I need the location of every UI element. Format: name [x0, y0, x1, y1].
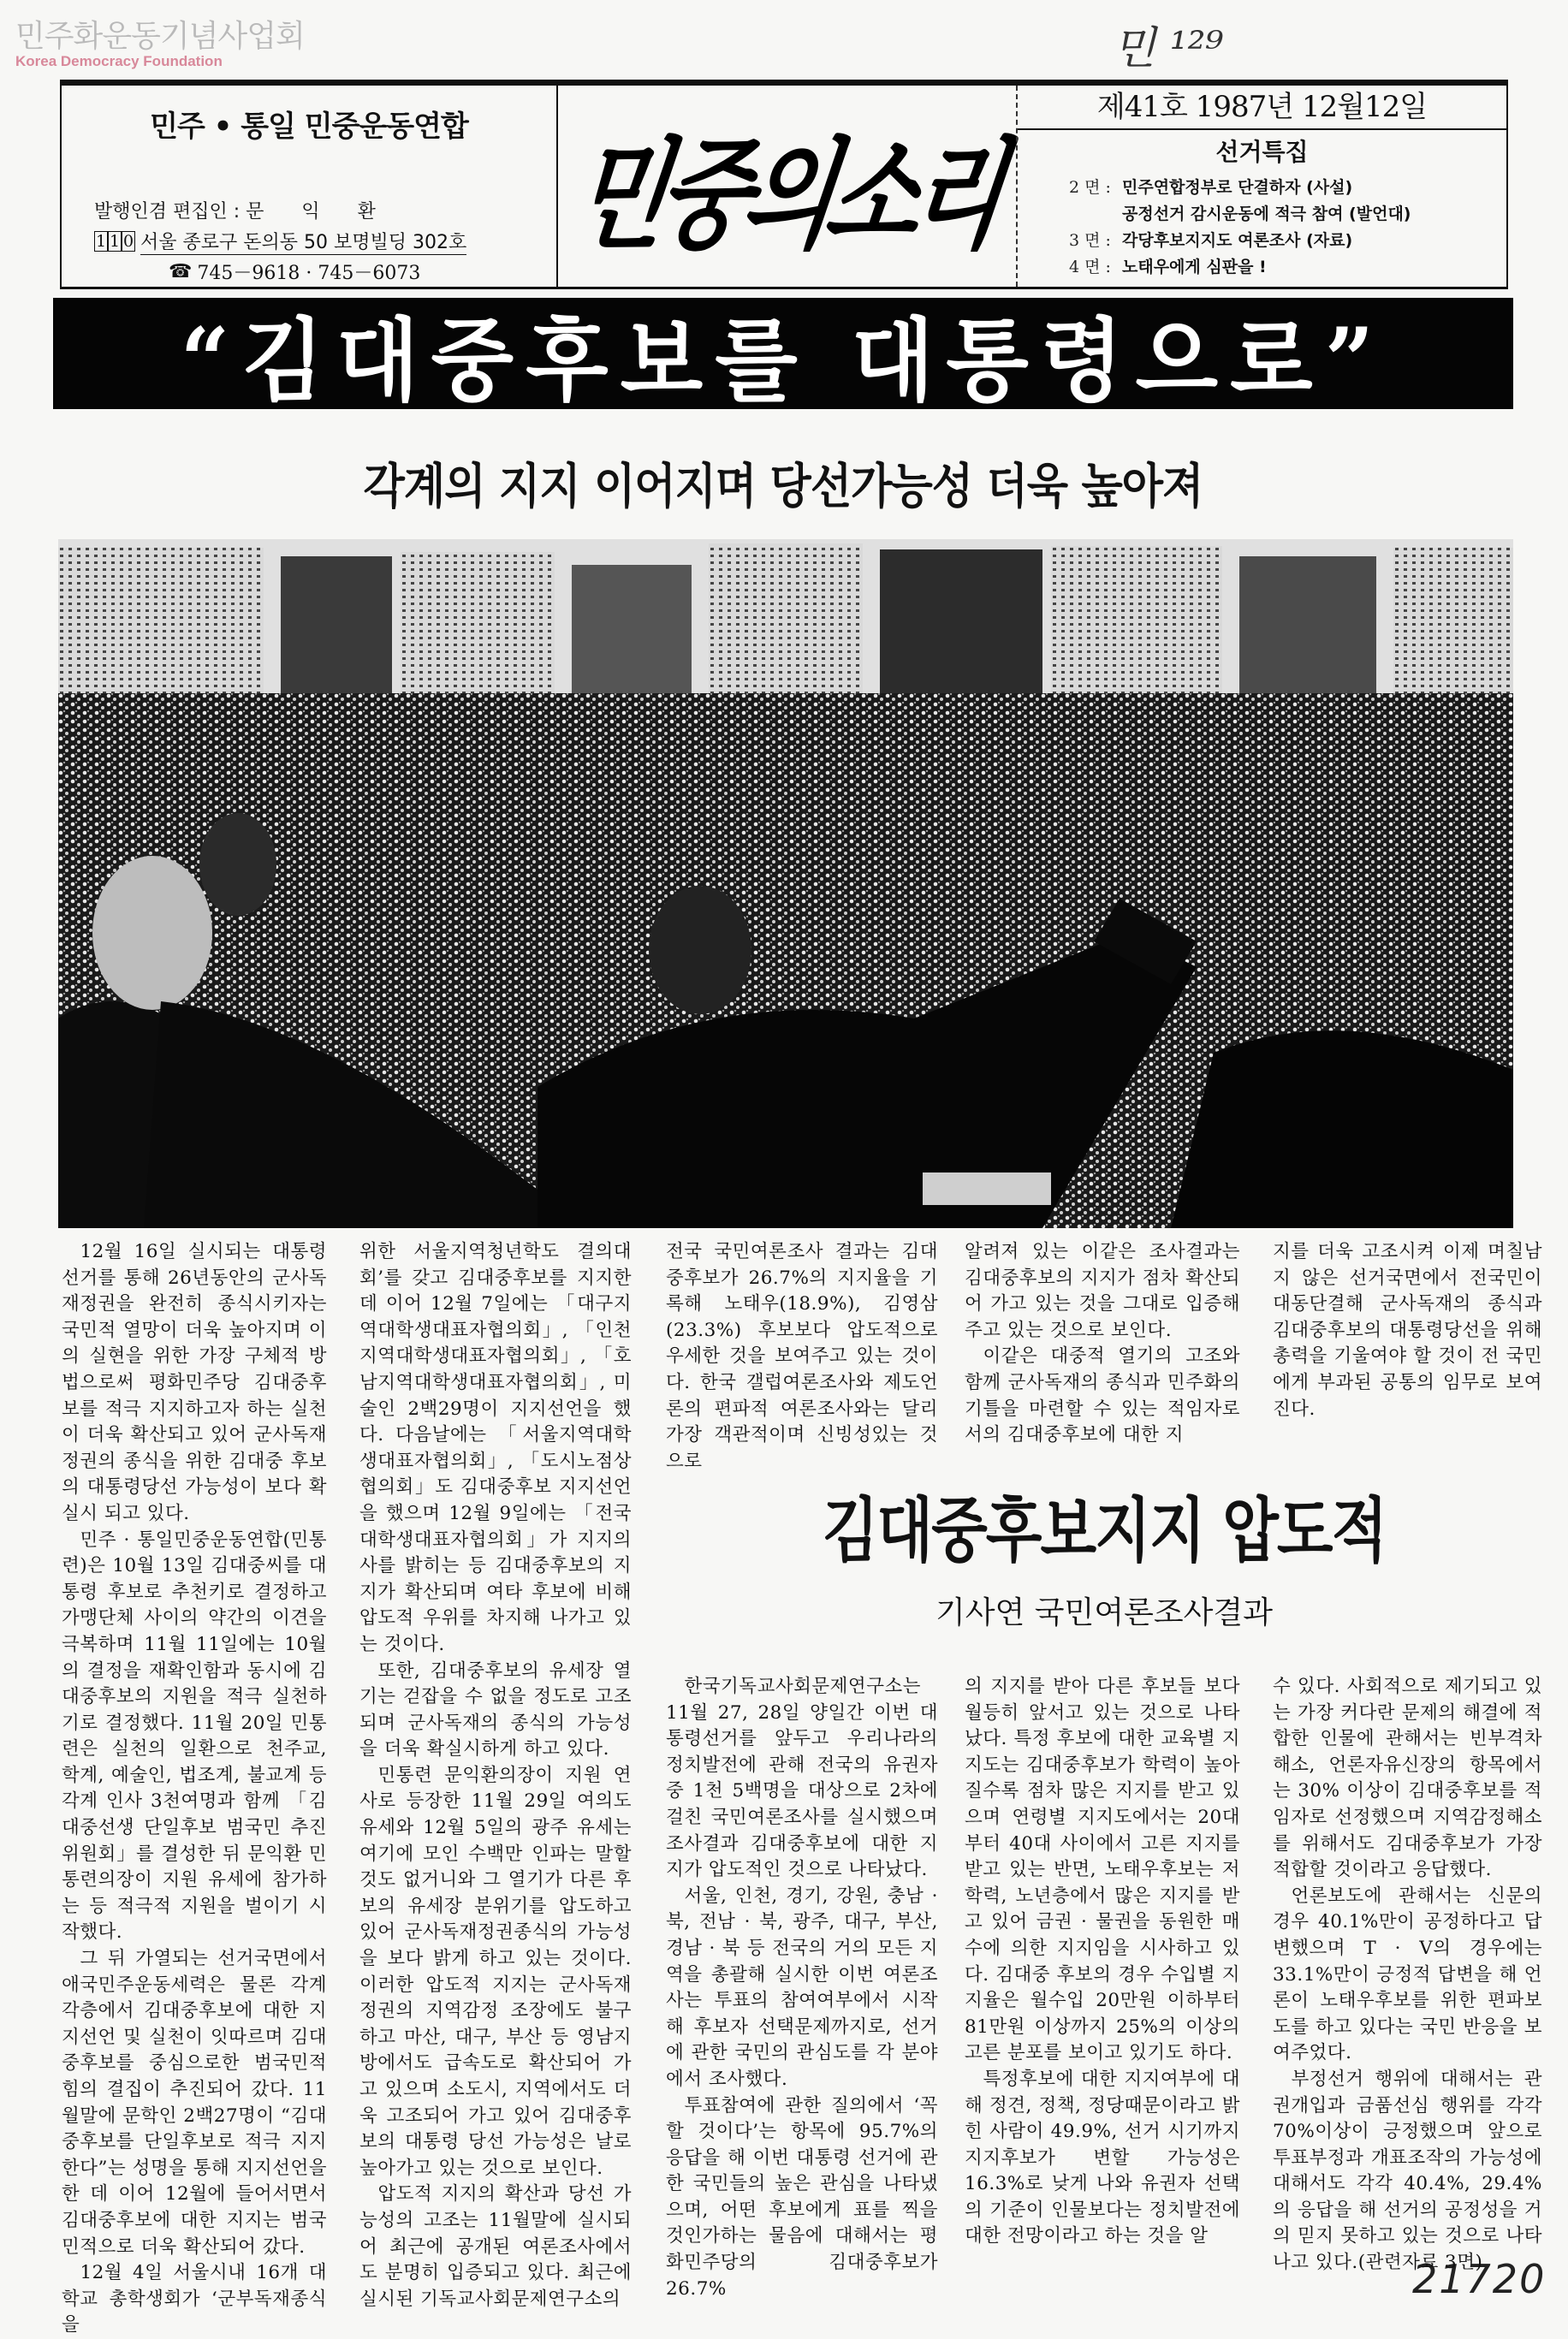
article2-subheadline: 기사연 국민여론조사결과	[935, 1595, 1273, 1630]
article1-column-5: 지를 더욱 고조시켜 이제 며칠남지 않은 선거국면에서 전국민이 대동단결해 군사독재의 종식과 김대중후보의 대통령당선을 위해 총력을 기울여야 할 것이 전 국민에게 부과된 공통의 임무로 보여진다.	[1273, 1241, 1542, 1420]
handwritten-note-top: 민 ¹²⁹	[1113, 23, 1224, 74]
article2-column-1: 한국기독교사회문제연구소는 11월 27, 28일 양일간 이번 대통령선거를 앞두고 우리나라의 정치발전에 관해 전국의 유권자 중 1천 5백명을 대상으로 2차에 걸친 국민여론조사를 실시했으며 조사결과 김대중후보에 대한 지지가 압도적인 것으로 나타났다. 서울, 인천, 경기, 강원, 충남 · 북, 전남 · 북, 광주, 대구, 부산, 경남 · 북 등 전국의 거의 모든 지역을 총괄해 실시한 이번 여론조사는 투표의 참여여부에서 시작해 후보자 선택문제까지로, 선거에 관한 국민의 관심도를 각 분야에서 조사했다. 투표참여에 관한 질의에서 ‘꼭 할 것이다’는 항목에 95.7%의 응답을 해 이번 대통령 선거에 관한 국민들의 높은 관심을 나타냈으며, 어떤 후보에게 표를 찍을 것인가하는 물음에 대해서는 평화민주당의 김대중후보가 26.7%	[666, 1676, 938, 2300]
newspaper-logo	[558, 86, 1016, 287]
toc-row: 2 면 : 민주연합정부로 단결하자 (사설)	[1069, 178, 1353, 197]
postal-code: 1 1 0	[95, 232, 134, 251]
table-of-contents	[1069, 173, 1411, 279]
address-text: 서울 종로구 돈의동 50 보명빌딩 302호	[140, 228, 466, 255]
main-headline: “김대중후보를 대통령으로”	[180, 307, 1387, 414]
article2-headline: 김대중후보지지 압도적	[822, 1491, 1387, 1573]
issue-box	[1016, 86, 1508, 287]
toc-row: 3 면 : 각당후보지지도 여론조사 (자료)	[1069, 231, 1353, 250]
article1-column-3: 전국 국민여론조사 결과는 김대중후보가 26.7%의 지지율을 기록해 노태우(18.9%), 김영삼(23.3%) 후보보다 압도적으로 우세한 것을 보여주고 있는 것이다. 한국 갤럽여론조사와 제도언론의 편파적 여론조사와는 달리 가장 객관적이며 신빙성있는 것으로	[666, 1241, 938, 1472]
toc-row: 공정선거 감시운동에 적극 참여 (발언대)	[1122, 205, 1411, 223]
article1-column-2: 위한 서울지역청년학도 결의대회’를 갖고 김대중후보를 지지한데 이어 12월 7일에는 「대구지역대학생대표자협의회」, 「인천지역대학생대표자협의회」, 「호남지역대학생대표자협의회」, 미술인 2백29명이 지지선언을 했다. 다음날에는 「서울지역대학생대표자협의회」, 「도시노점상협의회」도 김대중후보 지지선언을 했으며 12월 9일에는 「전국대학생대표자협의회」가 지지의사를 밝히는 등 김대중후보의 지지가 확산되며 여타 후보에 비해 압도적 우위를 차지해 나가고 있는 것이다. 또한, 김대중후보의 유세장 열기는 걷잡을 수 없을 정도로 고조되며 군사독재의 종식의 가능성을 더욱 확실시하게 하고 있다. 민통련 문익환의장이 지원 연사로 등장한 11월 29일 여의도 유세와 12월 5일의 광주 유세는 여기에 모인 수백만 인파는 말할 것도 없거니와 그 열기가 다른 후보의 유세장 분위기를 압도하고 있어 군사독재정권종식의 가능성을 보다 밝게 하고 있는 것이다. 이러한 압도적 지지는 군사독재정권의 지역감정 조장에도 불구하고 마산, 대구, 부산 등 영남지방에서도 급속도로 확산되어 가고 있으며 소도시, 지역에서도 더욱 고조되어 가고 있어 김대중후보의 대통령 당선 가능성은 날로 높아가고 있는 것으로 보인다. 압도적 지지의 확산과 당선 가능성의 고조는 11월말에 실시되어 최근에 공개된 여론조사에서도 분명히 입증되고 있다. 최근에 실시된 기독교사회문제연구소의	[359, 1241, 632, 2310]
logo-calligraphy: 민중의소리	[565, 125, 1006, 266]
headline-banner	[53, 298, 1513, 414]
masthead	[60, 80, 1508, 289]
address	[94, 228, 466, 255]
organization-name: 민주 • 통일 민중운동연합	[150, 110, 468, 144]
special-edition-title: 선거특집	[1215, 138, 1309, 166]
rally-crowd-photo	[58, 539, 1513, 1228]
article1-column-4: 알려져 있는 이같은 조사결과는 김대중후보의 지지가 점차 확산되어 가고 있는 것을 그대로 입증해 주고 있는 것으로 보인다. 이같은 대중적 열기의 고조와 함께 군사독재의 종식과 민주화의 기틀을 마련할 수 있는 적임자로서의 김대중후보에 대한 지	[965, 1241, 1240, 1446]
article2-column-2: 의 지지를 받아 다른 후보들 보다 월등히 앞서고 있는 것으로 나타났다. 특정 후보에 대한 교육별 지지도는 김대중후보가 학력이 높아질수록 점차 많은 지지를 받고 있으며 연령별 지지도에서는 20대부터 40대 사이에서 고른 지지를 받고 있는 반면, 노태우후보는 저학력, 노년층에서 많은 지지를 받고 있어 금권 · 물권을 동원한 매수에 의한 지지임을 시사하고 있다. 김대중 후보의 경우 수입별 지지율은 월수입 20만원 이하부터 81만원 이상까지 25%의 이상의 고른 분포를 보이고 있기도 하다. 특정후보에 대한 지지여부에 대해 정견, 정책, 정당때문이라고 밝힌 사람이 49.9%, 선거 시기까지 지지후보가 변할 가능성은 16.3%로 낮게 나와 유권자 선택의 기준이 인물보다는 정치발전에 대한 전망이라고 하는 것을 알	[965, 1676, 1240, 2247]
article1-column-1: 12월 16일 실시되는 대통령선거를 통해 26년동안의 군사독재정권을 완전히 종식시키자는 국민적 열망이 더욱 높아지며 이의 실현을 위한 가장 구체적 방법으로써 평화민주당 김대중후보를 적극 지지하고자 하는 실천이 더욱 확산되고 있어 군사독재정권의 종식을 위한 김대중 후보의 대통령당선 가능성이 보다 확실시 되고 있다. 민주 · 통일민중운동연합(민통련)은 10월 13일 김대중씨를 대통령 후보로 추천키로 결정하고 가맹단체 사이의 약간의 이견을 극복하며 11월 11일에는 10월의 결정을 재확인함과 동시에 김대중후보의 지원을 적극 실천하기로 결정했다. 11월 20일 민통련은 실천의 일환으로 천주교, 학계, 예술인, 법조계, 불교계 등 각계 인사 3천여명과 함께 「김대중선생 단일후보 범국민 추진위원회」를 결성한 뒤 문익환 민통련의장이 지원 유세에 참가하는 등 적극적 지원을 벌이기 시작했다. 그 뒤 가열되는 선거국면에서 애국민주운동세력은 물론 각계각층에서 김대중후보에 대한 지지선언 및 실천이 잇따르며 김대중후보를 중심으로한 범국민적 힘의 결집이 추진되어 갔다. 11월말에 문학인 2백27명이 “김대중후보를 단일후보로 적극 지지한다”는 성명을 통해 지지선언을 한 데 이어 12월에 들어서면서 김대중후보에 대한 지지는 범국민적으로 더욱 확산되어 갔다. 12월 4일 서울시내 16개 대학교 총학생회가 ‘군부독재종식을	[62, 1241, 327, 2336]
watermark-english: Korea Democracy Foundation	[15, 53, 223, 69]
toc-row: 4 면 : 노태우에게 심판을 !	[1069, 258, 1267, 276]
telephone-icon: ☎	[169, 261, 193, 282]
publisher-box	[60, 86, 558, 287]
handwritten-note-bottom: 21720	[1412, 2256, 1547, 2302]
sub-headline: 각계의 지지 이어지며 당선가능성 더욱 높아져	[363, 459, 1203, 514]
phone-numbers: ☎ 745－9618 · 745－6073	[169, 261, 421, 284]
publisher-editor: 발행인겸 편집인 : 문 익 환	[94, 201, 376, 223]
article2-column-3: 수 있다. 사회적으로 제기되고 있는 가장 커다란 문제의 해결에 적합한 인물에 관해서는 빈부격차해소, 언론자유신장의 항목에서는 30% 이상이 김대중후보를 적임자로 선정했으며 지역감정해소를 위해서도 김대중후보가 가장 적합할 것이라고 응답했다. 언론보도에 관해서는 신문의 경우 40.1%만이 공정하다고 답변했으며 T · V의 경우에는 33.1%만이 긍정적 답변을 해 언론이 노태우후보를 위한 편파보도를 하고 있다는 국민 반응을 보여주었다. 부정선거 행위에 대해서는 관권개입과 금품선심 행위를 각각 70%이상이 긍정했으며 앞으로 투표부정과 개표조작의 가능성에 대해서도 각각 40.4%, 29.4%의 응답을 해 선거의 공정성을 거의 믿지 못하고 있는 것으로 나타나고 있다.(관련자료 3면)	[1273, 1676, 1542, 2274]
watermark-korean: 민주화운동기념사업회	[15, 19, 305, 54]
issue-number-date: 제41호 1987년 12월12일	[1018, 86, 1506, 130]
